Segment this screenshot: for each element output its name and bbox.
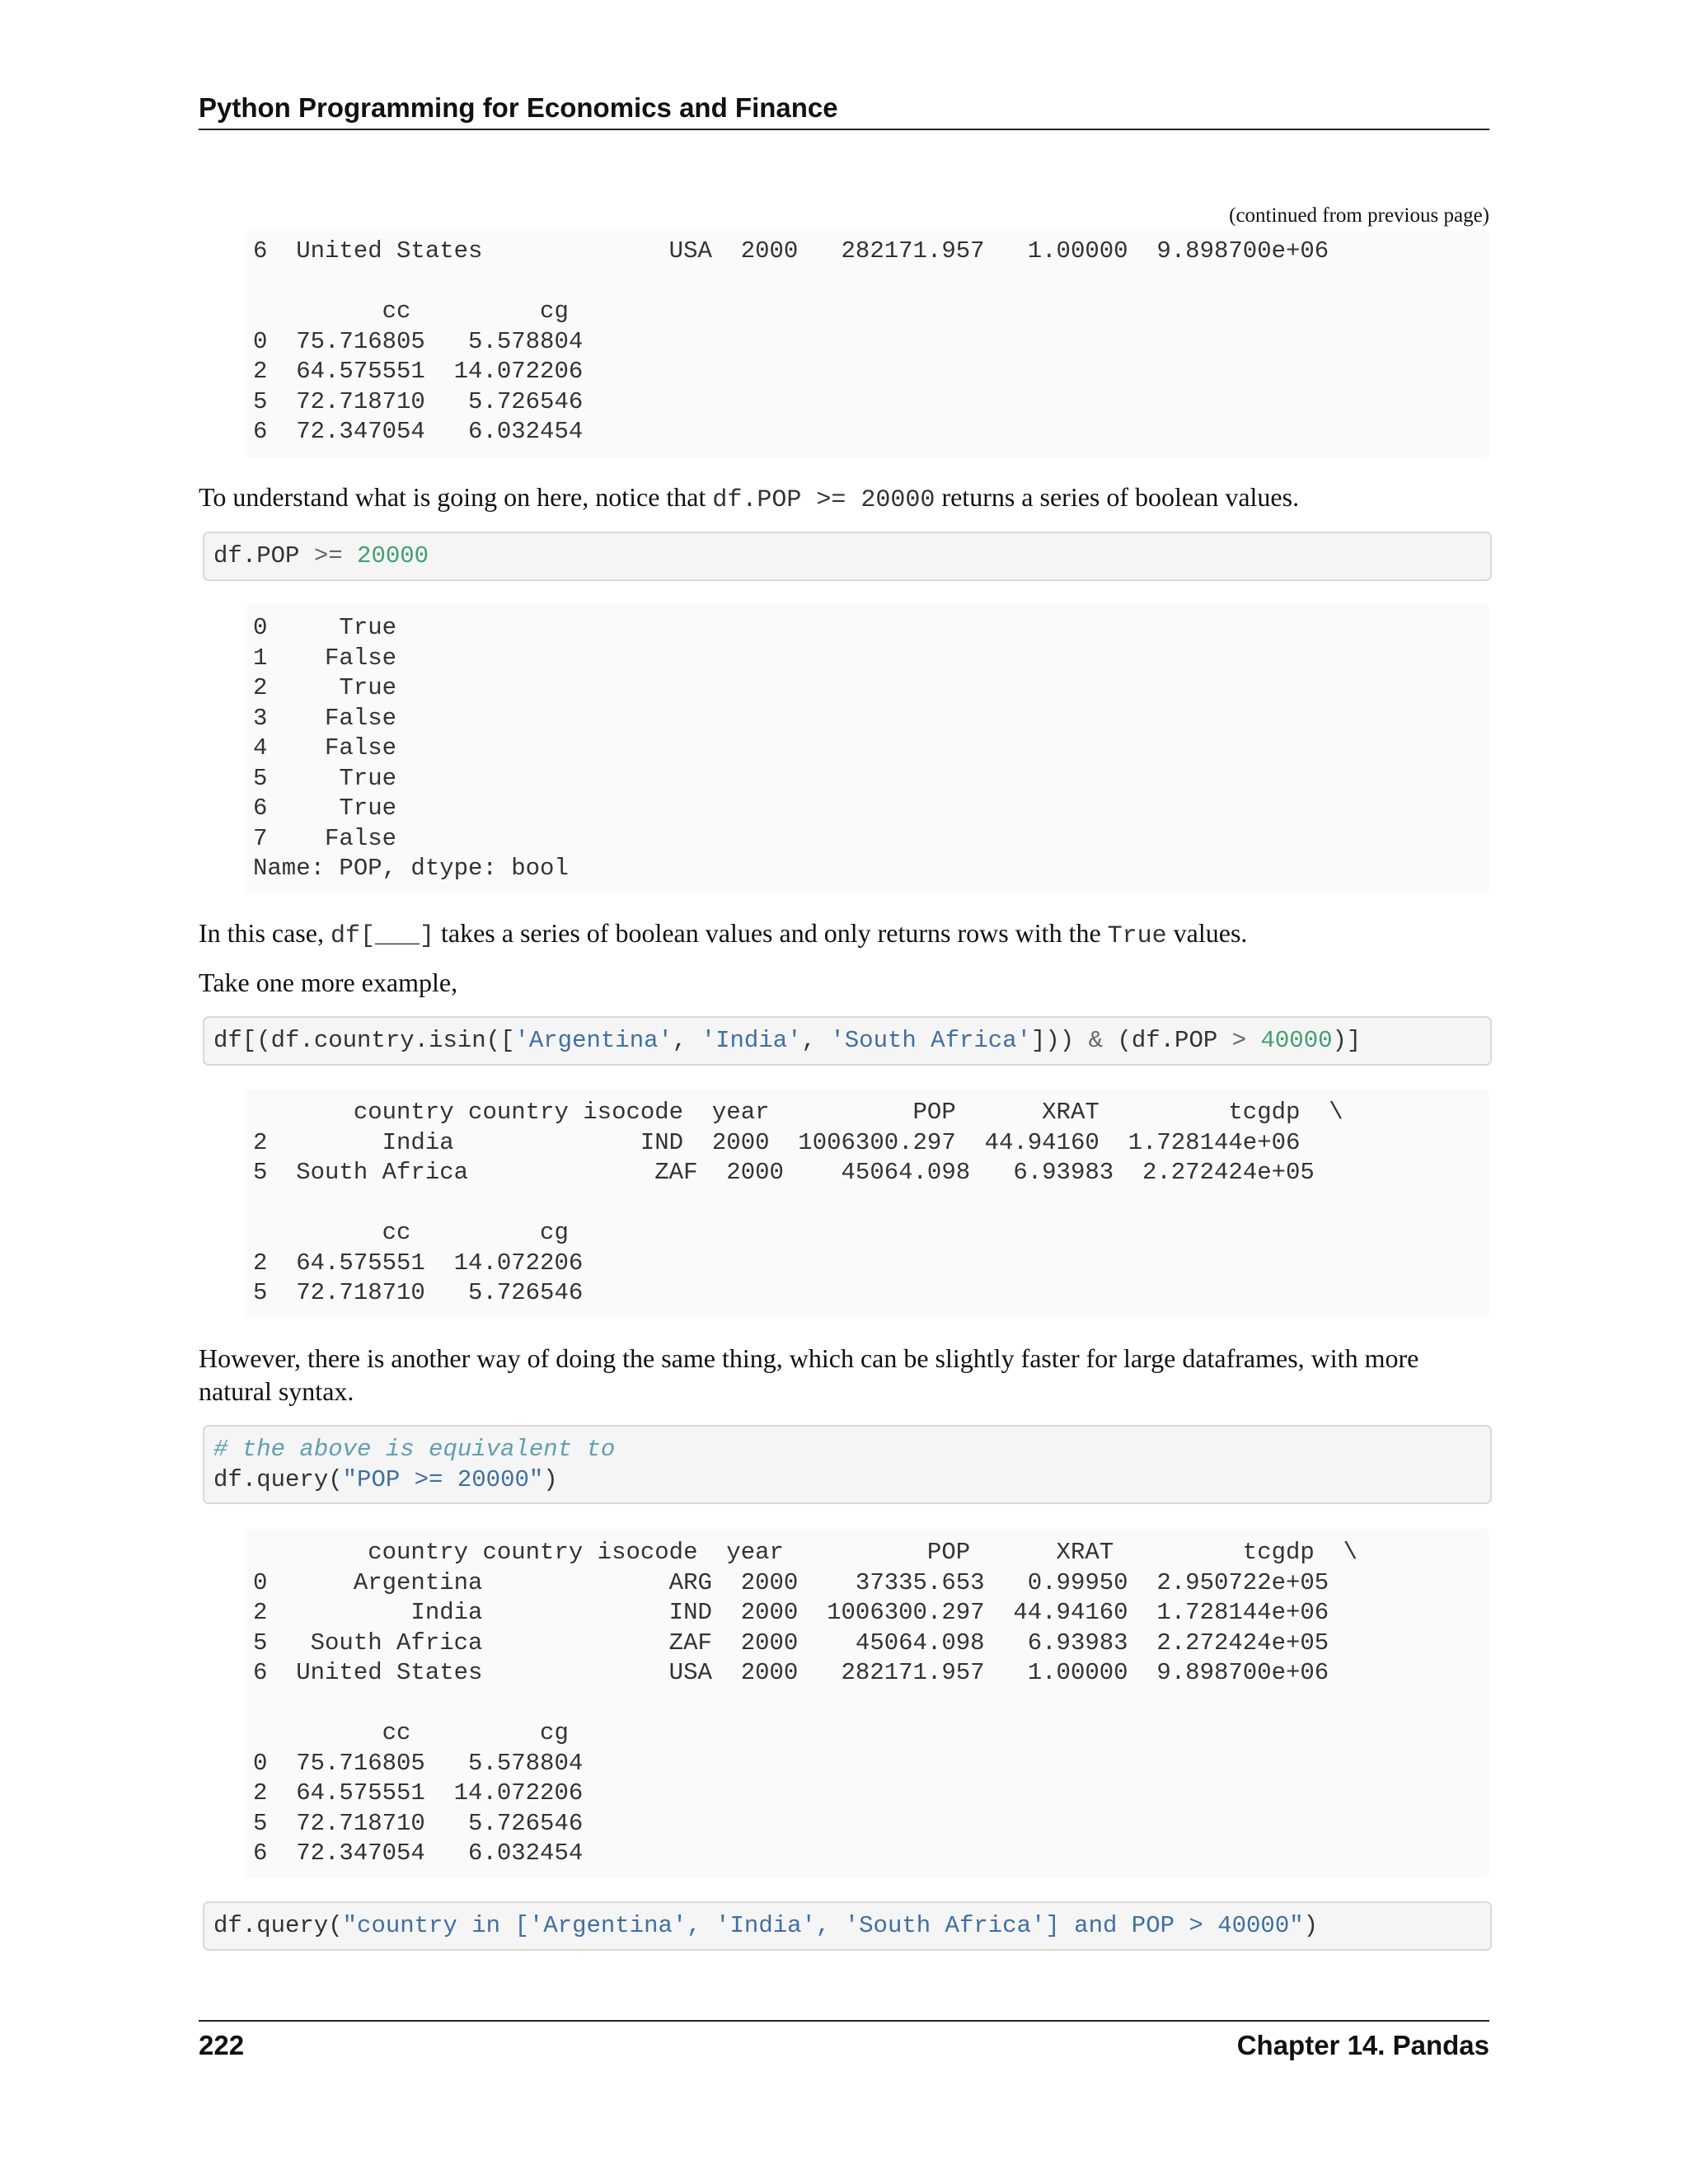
paragraph-text: values. bbox=[1166, 918, 1248, 948]
paragraph: However, there is another way of doing the same thing, which can be slightly faster for large dataframes, with more natural syntax. bbox=[199, 1343, 1419, 1406]
output-text: country country isocode year POP XRAT tcgdp \ 0 Argentina ARG 2000 37335.653 0.99950 2.950722e+05 2 India IND 2000 1006300.297 44.94160 1.728144e+06 5 South Africa ZAF 2000 45064.098 6.93983 2.272424e+05 6 United States USA 2000 282171.957 1.00000 9.898700e+06 cc cg 0 75.716805 5.578804 2 64.575551 14.072206 5 72.718710 5.726546 6 72.347054 6.032454 bbox=[253, 1539, 1358, 1867]
code-cell[interactable] bbox=[203, 1016, 1492, 1066]
paragraph-text: returns a series of boolean values. bbox=[935, 482, 1300, 512]
paragraph-text: takes a series of boolean values and only returns rows with the bbox=[434, 918, 1108, 948]
code-cell[interactable] bbox=[203, 1425, 1492, 1504]
footer-rule bbox=[199, 2020, 1489, 2022]
chapter-title: Chapter 14. Pandas bbox=[1236, 2030, 1489, 2060]
inline-code: df[___] bbox=[330, 922, 434, 950]
code-text: df.POP >= 20000 bbox=[213, 542, 429, 569]
code-text: df[(df.country.isin(['Argentina', 'India', 'South Africa'])) & (df.POP > 40000)] bbox=[213, 1027, 1362, 1054]
output-block bbox=[245, 1529, 1489, 1877]
paragraph-text: In this case, bbox=[199, 918, 331, 948]
output-block bbox=[245, 231, 1489, 457]
paragraph-text: To understand what is going on here, notice that bbox=[199, 482, 713, 512]
continued-note: (continued from previous page) bbox=[1229, 204, 1489, 227]
code-text: df.query("country in ['Argentina', 'India', 'South Africa'] and POP > 40000") bbox=[213, 1912, 1319, 1939]
paragraph bbox=[199, 480, 1489, 517]
code-text: # the above is equivalent to df.query("POP >= 20000") bbox=[213, 1436, 616, 1493]
output-text: 6 United States USA 2000 282171.957 1.00000 9.898700e+06 cc cg 0 75.716805 5.578804 2 64.575551 14.072206 5 72.718710 5.726546 6 72.347054 6.032454 bbox=[253, 237, 1329, 445]
inline-code: True bbox=[1107, 922, 1167, 950]
output-block bbox=[245, 1090, 1489, 1317]
output-text: country country isocode year POP XRAT tcgdp \ 2 India IND 2000 1006300.297 44.94160 1.728144e+06 5 South Africa ZAF 2000 45064.098 6.93983 2.272424e+05 cc cg 2 64.575551 14.072206 5 72.718710 5.726546 bbox=[253, 1099, 1343, 1306]
code-cell[interactable] bbox=[203, 532, 1492, 581]
output-text: 0 True 1 False 2 True 3 False 4 False 5 True 6 True 7 False Name: POP, dtype: bool bbox=[253, 614, 569, 882]
inline-code: df.POP >= 20000 bbox=[712, 486, 935, 514]
paragraph: Take one more example, bbox=[199, 968, 458, 997]
header-rule bbox=[199, 129, 1489, 130]
code-comment: # the above is equivalent to bbox=[213, 1436, 616, 1463]
paragraph bbox=[199, 916, 1489, 953]
output-block bbox=[245, 604, 1489, 893]
code-cell[interactable] bbox=[203, 1901, 1492, 1951]
page-number: 222 bbox=[199, 2030, 245, 2060]
running-header: Python Programming for Economics and Finance bbox=[199, 92, 838, 123]
